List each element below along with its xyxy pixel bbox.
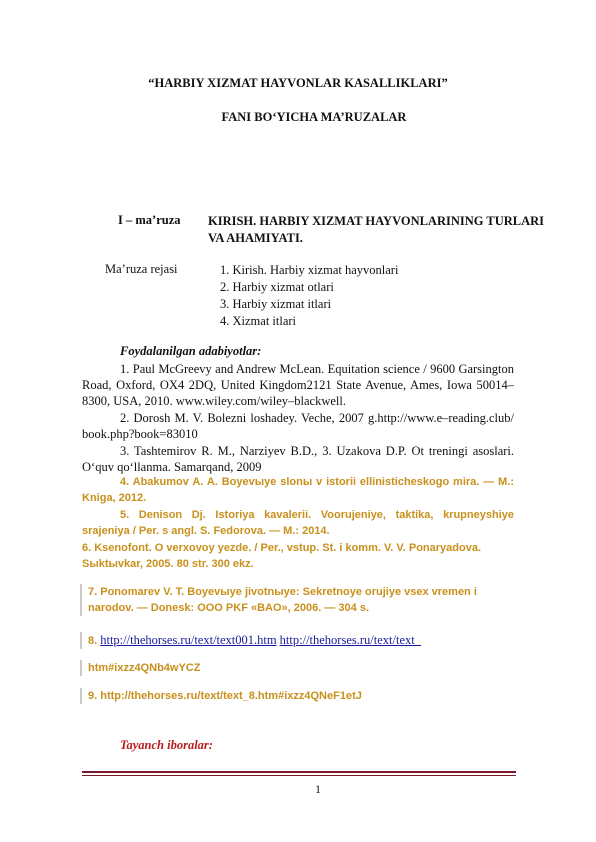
reference-6: 6. Ksenofont. O verxovoy yezde. / Per., vstup. St. i komm. V. V. Ponaryadova. Sыktыvkar, 2005. 80 str. 300 ekz. — [82, 542, 481, 570]
plan-label: Ma’ruza rejasi — [105, 262, 178, 276]
reference-7: 7. Ponomarev V. T. Boyevыye jivotnыye: Sekretnoye orujiye vsex vremen i narodov. — Donesk: OOO PKF «BAO», 2006. — 304 s. — [80, 584, 518, 616]
keywords-heading: Tayanch iboralar: — [120, 738, 213, 752]
reference-8-link-2[interactable]: http://thehorses.ru/text/text_ — [279, 633, 421, 647]
reference-9: 9. http://thehorses.ru/text/text_8.htm#ixzz4QNeF1etJ — [80, 688, 518, 704]
reference-3 — [82, 443, 514, 475]
plan-item: 4. Xizmat itlari — [220, 314, 297, 328]
reference-8-prefix: 8. — [88, 635, 101, 647]
document-subtitle: FANI BO‘YICHA MA’RUZALAR — [221, 110, 407, 124]
reference-2 — [82, 410, 514, 442]
reference-8-link-1[interactable]: http://thehorses.ru/text/text001.htm — [100, 633, 277, 647]
footer-rule — [82, 771, 516, 773]
document-title: “HARBIY XIZMAT HAYVONLAR KASALLIKLARI” — [148, 76, 448, 90]
plan-list — [220, 262, 398, 330]
reference-5-text: 5. Denison Dj. Istoriya kavalerii. Voorujeniye, taktika, krupneyshiye srajeniya / Per. s angl. S. Fedorova. — M.: 2014. — [82, 509, 514, 537]
lecture-title: KIRISH. HARBIY XIZMAT HAYVONLARINING TURLARI VA AHAMIYATI. — [208, 214, 545, 245]
reference-1-text: 1. Paul McGreevy and Andrew McLean. Equitation science / 9600 Garsington Road, Oxford, OX4 2DQ, United Kingdom2121 State Avenue, Ames, Iowa 50014–8300, USA, 2010. www.wiley.com/wiley–blackwell. — [82, 362, 514, 408]
reference-8 — [80, 632, 518, 649]
reference-1 — [82, 361, 514, 409]
reference-4 — [82, 474, 514, 506]
reference-2-text: 2. Dorosh M. V. Bolezni loshadey. Veche, 2007 g.http://www.e–reading.club/ book.php?book=83010 — [82, 411, 514, 441]
reference-5 — [82, 507, 514, 539]
footer-rule-thin — [82, 775, 516, 776]
page-number: 1 — [315, 782, 321, 796]
plan-item: 2. Harbiy xizmat otlari — [220, 280, 334, 294]
lecture-number: I – ma’ruza — [118, 213, 181, 227]
plan-item: 1. Kirish. Harbiy xizmat hayvonlari — [220, 263, 399, 277]
reference-8-continued: htm#ixzz4QNb4wYCZ — [80, 660, 518, 676]
literature-heading: Foydalanilgan adabiyotlar: — [120, 344, 262, 358]
reference-4-text: 4. Abakumov A. A. Boyevыye slonы v istorii ellinisticheskogo mira. — M.: Kniga, 2012. — [82, 476, 514, 504]
reference-3-text: 3. Tashtemirov R. M., Narziyev B.D., 3. Uzakova D.P. Ot treningi asoslari. O‘quv qo‘llanma. Samarqand, 2009 — [82, 444, 514, 474]
plan-item: 3. Harbiy xizmat itlari — [220, 297, 332, 311]
